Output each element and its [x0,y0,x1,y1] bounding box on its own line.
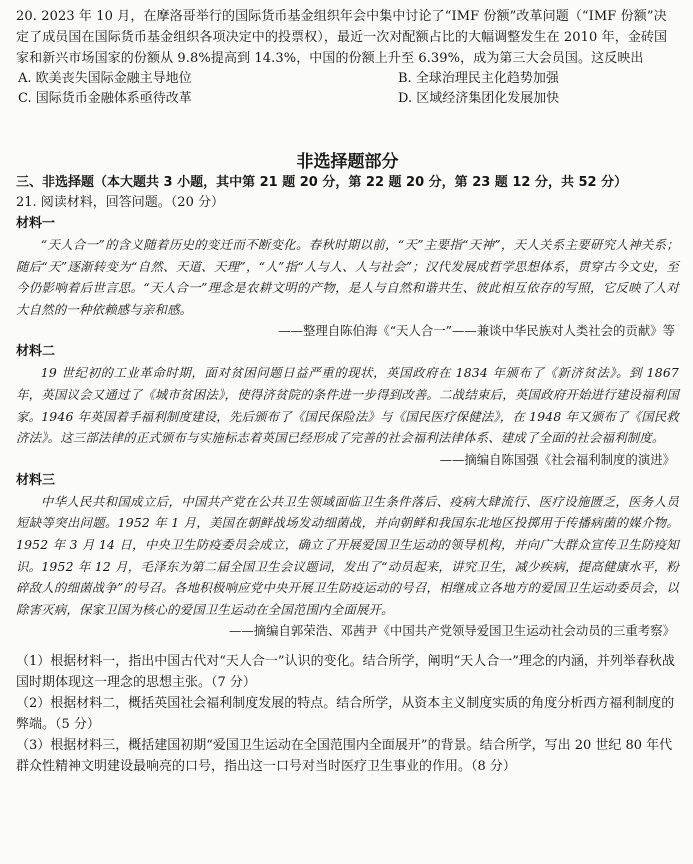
option-b: B. 全球治理民主化趋势加强 [398,71,559,86]
sub-question-1: （1）根据材料一，指出中国古代对“天人合一”认识的变化。结合所学，阐明“天人合一”理念的内涵，并列举春秋战国时期体现这一理念的思想主张。（7 分） [16,654,675,691]
option-c: C. 国际货币金融体系亟待改革 [18,91,192,106]
material-1-source: ——整理自陈伯海《“天人合一”——兼谈中华民族对人类社会的贡献》等 [278,323,675,339]
material-2-source: ——摘编自陈国强《社会福利制度的演进》 [439,451,675,467]
material-3-source: ——摘编自郭荣浩、邓茜尹《中国共产党领导爱国卫生运动社会动员的三重考察》 [228,623,675,639]
option-d: D. 区域经济集团化发展加快 [398,91,560,106]
material-2-title: 材料二 [16,344,56,360]
material-3-text: 中华人民共和国成立后，中国共产党在公共卫生领域面临卫生条件落后、疫病大肆流行、医疗设施匮乏，医务人员短缺等突出问题。1952 年 1 月，美国在朝鲜战场发动细菌战，并向朝鲜和我国东北地区投掷用于传播病菌的媒介物。1952 年 3 月 14 日，中央卫生防疫委员会成立，确立了开展爱国卫生运动的领导机构，并向广大群众宣传卫生防疫知识。1952 年 12 月，毛泽东为第二届全国卫生会议题词，发出了“动员起来，讲究卫生，减少疾病，提高健康水平，粉碎敌人的细菌战争”的号召。各地积极响应党中央开展卫生防疫运动的号召，相继成立各地方的爱国卫生运动委员会，以除害灭病，保家卫国为核心的爱国卫生运动在全国范围内全面展开。 [16,493,679,617]
question-20-stem: 20. 2023 年 10 月，在摩洛哥举行的国际货币基金组织年会中集中讨论了“IMF 份额”改革问题（“IMF 份额”决定了成员国在国际货币基金组织各项决定中的投票权），最近一次对配额占比的大幅调整发生在 2010 年，金砖国家和新兴市场国家的份额从 9.8%提高到 14.3%，中国的份额上升至 6.39%，成为第三大会员国。这反映出 [16,9,668,66]
sub-question-3: （3）根据材料三，概括建国初期“爱国卫生运动在全国范围内全面展开”的背景。结合所学，写出 20 世纪 80 年代群众性精神文明建设最响亮的口号，指出这一口号对当时医疗卫生事业的作用。（8 分） [16,738,673,775]
option-a: A. 欧美丧失国际金融主导地位 [18,71,192,86]
section-title: 非选择题部分 [296,152,399,172]
material-2-text: 19 世纪初的工业革命时期，面对贫困问题日益严重的现状，英国政府在 1834 年颁布了《新济贫法》。到 1867 年，英国议会又通过了《城市贫困法》，使得济贫院的条件进一步得到改善。二战结束后，英国政府开始进行建设福利国家。1946 年英国着手福利制度建设，先后颁布了《国民保险法》与《国民医疗保健法》，在 1948 年又颁布了《国民救济法》。这三部法律的正式颁布与实施标志着英国已经形成了完善的社会福利法律体系、建成了全面的社会福利制度。 [16,365,679,446]
material-3-title: 材料三 [16,472,56,488]
material-1-text: “天人合一”的含义随着历史的变迁而不断变化。春秋时期以前，“天”主要指“天神”，天人关系主要研究人神关系；随后“天”逐渐转变为“自然、天道、天理”，“人”指“人与人、人与社会”；汉代发展成哲学思想体系，贯穿古今文史，至今仍影响着后世言思。“天人合一”理念是农耕文明的产物，是人与自然和谐共生、彼此相互依存的写照，它反映了人对大自然的一种依赖感与亲和感。 [16,237,679,317]
material-1-title: 材料一 [16,216,56,231]
question-20-options [16,69,679,109]
sub-question-2: （2）根据材料二，概括英国社会福利制度发展的特点。结合所学，从资本主义制度实质的角度分析西方福利制度的弊端。（5 分） [16,696,675,733]
question-21-intro: 21. 阅读材料，回答问题。（20 分） [16,195,224,210]
part3-header: 三、非选择题（本大题共 3 小题，其中第 21 题 20 分，第 22 题 20 分，第 23 题 12 分，共 52 分） [16,175,628,190]
